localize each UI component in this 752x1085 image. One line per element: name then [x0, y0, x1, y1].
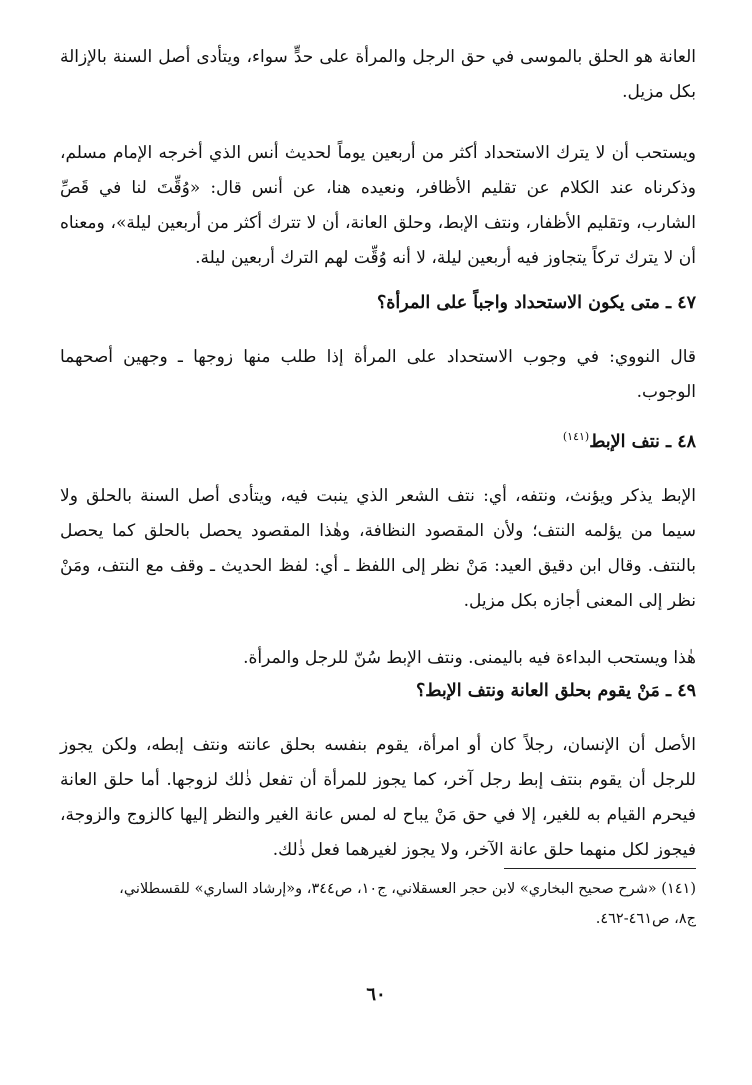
- paragraph-pubic-shaving: العانة هو الحلق بالموسى في حق الرجل والمرأة على حدٍّ سواء، ويتأدى أصل السنة بالإزالة بكل مزيل.: [60, 47, 696, 102]
- heading-48: [60, 422, 696, 457]
- footnotes: [60, 874, 696, 934]
- paragraph-armpit: الإبط يذكر ويؤنث، ونتفه، أي: نتف الشعر الذي ينبت فيه، ويتأدى أصل السنة بالحلق ولا سيما من يؤلمه النتف؛ ولأن المقصود النظافة، وهٰذا المقصود يحصل بالحلق كما يحصل بالنتف. وقال ابن دقيق العيد: مَنْ نظر إلى اللفظ ـ أي: لفظ الحديث ـ وقف مع النتف، ومَنْ نظر إلى المعنى أجازه بكل مزيل.: [60, 485, 696, 611]
- page-number: ٦٠: [366, 984, 386, 1005]
- page-body: [60, 40, 696, 868]
- paragraph-right-side: هٰذا ويستحب البداءة فيه باليمنى. ونتف الإبط سُنّ للرجل والمرأة.: [243, 647, 696, 668]
- footnote-141-line-1: (١٤١) «شرح صحيح البخاري» لابن حجر العسقلاني، ج١٠، ص٣٤٤، و«إرشاد الساري» للقسطلاني،: [119, 881, 696, 897]
- footnote-141-line-2: ج٨، ص٤٦١-٤٦٢.: [595, 911, 696, 927]
- heading-48-text: ٤٨ ـ نتف الإبط: [589, 431, 696, 452]
- heading-49: ٤٩ ـ مَنْ يقوم بحلق العانة ونتف الإبط؟: [416, 680, 696, 701]
- footnote-divider: [504, 868, 696, 869]
- footnote-ref-141: (١٤١): [562, 430, 590, 443]
- heading-47: ٤٧ ـ متى يكون الاستحداد واجباً على المرأة؟: [376, 293, 696, 313]
- paragraph-who-performs: الأصل أن الإنسان، رجلاً كان أو امرأة، يقوم بنفسه بحلق عانته ونتف إبطه، ولكن يجوز للرجل أن يقوم بنتف إبط رجل آخر، كما يجوز للمرأة أن تفعل ذٰلك لزوجها. أما حلق العانة فيحرم القيام به للغير، إلا في حق مَنْ يباح له لمس عانة الغير والنظر إليها كالزوج والزوجة، فيجوز لكل منهما حلق عانة الآخر، ولا يجوز لغيرهما فعل ذٰلك.: [60, 734, 696, 860]
- paragraph-nawawi: قال النووي: في وجوب الاستحداد على المرأة إذا طلب منها زوجها ـ وجهين أصحهما الوجوب.: [60, 347, 696, 402]
- paragraph-forty-days: ويستحب أن لا يترك الاستحداد أكثر من أربعين يوماً لحديث أنس الذي أخرجه الإمام مسلم، وذكرناه عند الكلام عن تقليم الأظافر، ونعيده هنا، عن أنس قال: «وُقِّتَ لنا في قَصِّ الشارب، وتقليم الأظفار، ونتف الإبط، وحلق العانة، أن لا تترك أكثر من أربعين ليلة»، ومعناه أن لا يترك تركاً يتجاوز فيه أربعين ليلة، لا أنه وُقِّت لهم الترك أربعين ليلة.: [60, 143, 696, 268]
